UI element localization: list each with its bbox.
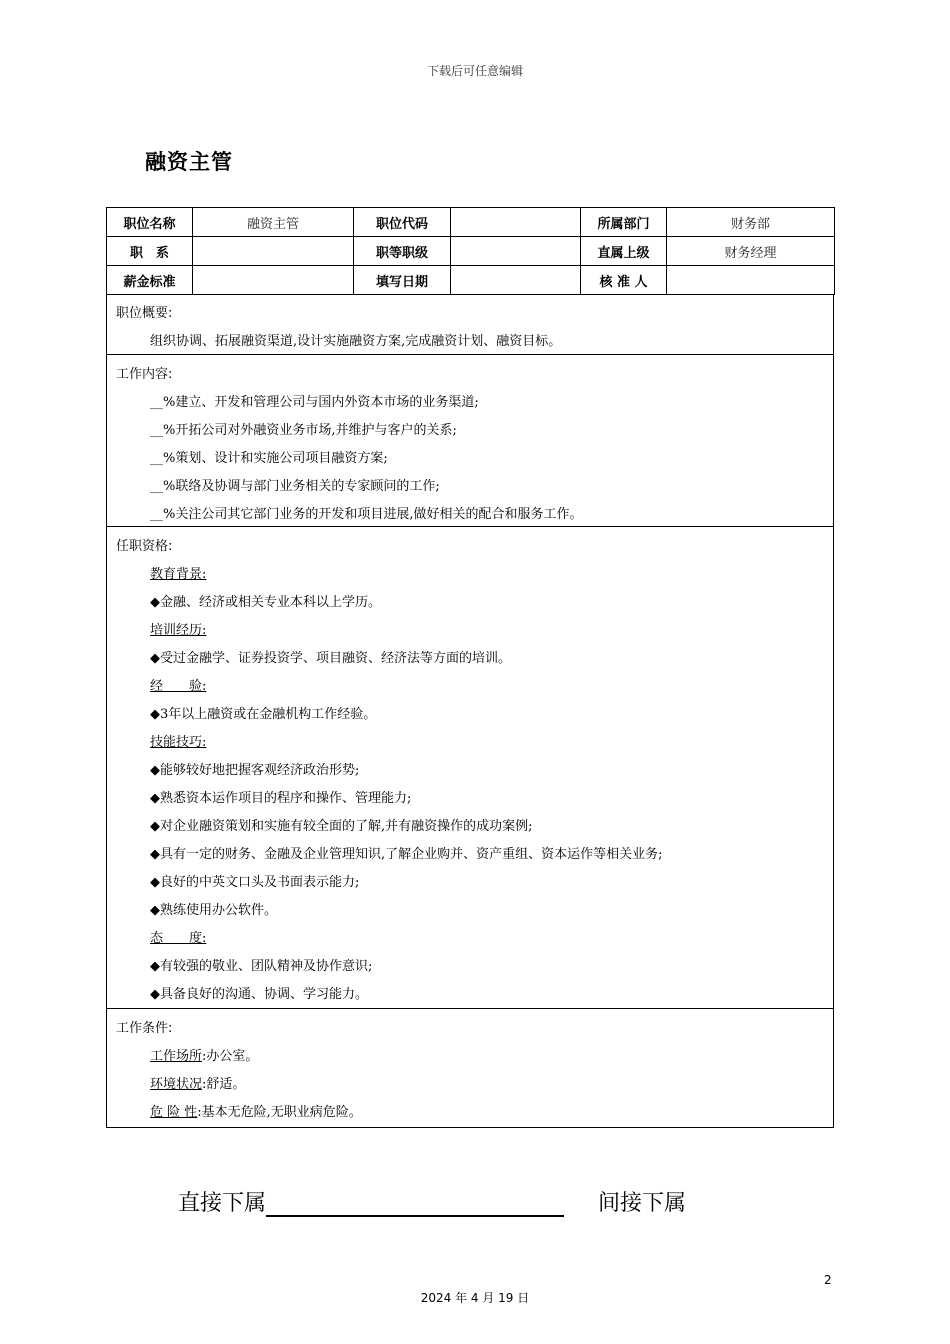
list-item: __%策划、设计和实施公司项目融资方案; [150, 451, 388, 466]
condition-place [150, 1045, 258, 1064]
label-grade: 职等职级 [354, 237, 451, 266]
summary-text: 组织协调、拓展融资渠道,设计实施融资方案,完成融资计划、融资目标。 [150, 334, 562, 349]
conditions-section [106, 1009, 834, 1128]
skills-label: 技能技巧: [150, 735, 207, 750]
qualifications-title: 任职资格: [116, 539, 173, 554]
list-item: __%联络及协调与部门业务相关的专家顾问的工作; [150, 479, 440, 494]
attitude-label: 态 度: [150, 931, 207, 946]
condition-environment [150, 1073, 245, 1092]
value-department: 财务部 [667, 208, 835, 237]
danger-value: :基本无危险,无职业病危险。 [197, 1105, 362, 1120]
label-department: 所属部门 [581, 208, 667, 237]
list-item: __%建立、开发和管理公司与国内外资本市场的业务渠道; [150, 395, 479, 410]
summary-section [106, 294, 834, 355]
document-title: 融资主管 [145, 150, 233, 174]
footer-date: 2024 年 4 月 19 日 [420, 1291, 530, 1305]
education-label: 教育背景: [150, 567, 207, 582]
label-position-code: 职位代码 [354, 208, 451, 237]
place-value: :办公室。 [202, 1049, 259, 1064]
work-content-title: 工作内容: [116, 367, 173, 382]
label-salary: 薪金标准 [107, 266, 193, 295]
value-supervisor: 财务经理 [667, 237, 835, 266]
list-item: ◆具备良好的沟通、协调、学习能力。 [150, 987, 368, 1002]
list-item: ◆对企业融资策划和实施有较全面的了解,并有融资操作的成功案例; [150, 819, 533, 834]
conditions-title: 工作条件: [116, 1021, 173, 1036]
value-fill-date [451, 266, 581, 295]
list-item: ◆能够较好地把握客观经济政治形势; [150, 763, 360, 778]
direct-subordinates-label: 直接下属 [178, 1191, 267, 1216]
condition-danger [150, 1101, 362, 1120]
indirect-subordinates-label: 间接下属 [598, 1191, 687, 1216]
experience-label: 经 验: [150, 679, 207, 694]
value-position-code [451, 208, 581, 237]
value-job-family [193, 237, 354, 266]
list-item: ◆3年以上融资或在金融机构工作经验。 [150, 707, 377, 722]
table-row [107, 237, 835, 266]
value-approver [667, 266, 835, 295]
env-label: 环境状况 [150, 1077, 203, 1092]
table-row [107, 266, 835, 295]
direct-subordinates-field[interactable] [266, 1193, 564, 1217]
list-item: __%关注公司其它部门业务的开发和项目进展,做好相关的配合和服务工作。 [150, 507, 583, 522]
subordinates-row [178, 1186, 686, 1217]
summary-title: 职位概要: [116, 306, 173, 321]
label-job-family: 职 系 [107, 237, 193, 266]
qualifications-section [106, 527, 834, 1009]
value-grade [451, 237, 581, 266]
list-item: ◆良好的中英文口头及书面表示能力; [150, 875, 360, 890]
list-item: ◆熟练使用办公软件。 [150, 903, 277, 918]
list-item: ◆金融、经济或相关专业本科以上学历。 [150, 595, 381, 610]
label-position-name: 职位名称 [107, 208, 193, 237]
label-fill-date: 填写日期 [354, 266, 451, 295]
place-label: 工作场所 [150, 1049, 203, 1064]
list-item: ◆受过金融学、证券投资学、项目融资、经济法等方面的培训。 [150, 651, 511, 666]
table-row [107, 208, 835, 237]
header-note: 下载后可任意编辑 [426, 64, 523, 78]
training-label: 培训经历: [150, 623, 207, 638]
value-position-name: 融资主管 [193, 208, 354, 237]
list-item: ◆熟悉资本运作项目的程序和操作、管理能力; [150, 791, 412, 806]
danger-label: 危 险 性 [150, 1105, 198, 1120]
env-value: :舒适。 [202, 1077, 246, 1092]
list-item: ◆具有一定的财务、金融及企业管理知识,了解企业购并、资产重组、资本运作等相关业务; [150, 847, 663, 862]
work-content-section [106, 355, 834, 527]
page-number: 2 [824, 1273, 832, 1287]
value-salary [193, 266, 354, 295]
list-item: __%开拓公司对外融资业务市场,并维护与客户的关系; [150, 423, 457, 438]
position-info-table [106, 207, 835, 295]
list-item: ◆有较强的敬业、团队精神及协作意识; [150, 959, 373, 974]
label-supervisor: 直属上级 [581, 237, 667, 266]
label-approver: 核 准 人 [581, 266, 667, 295]
